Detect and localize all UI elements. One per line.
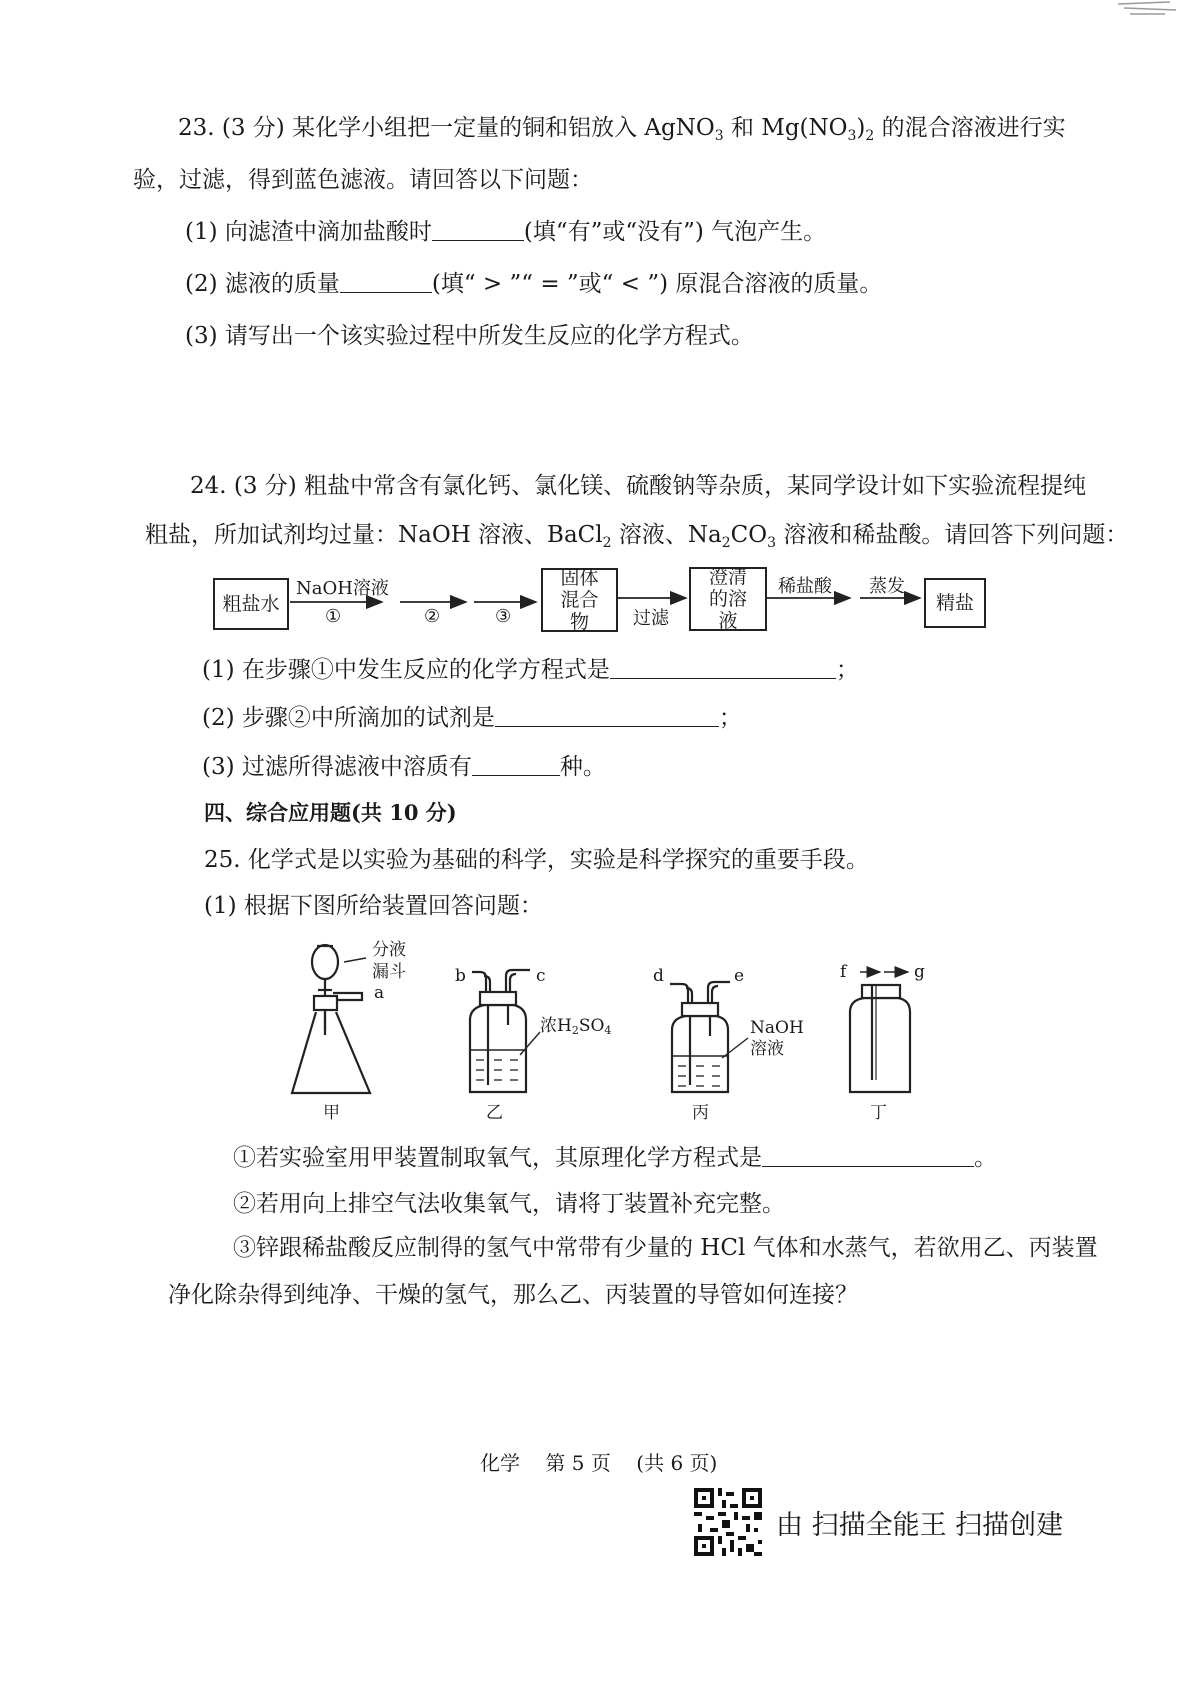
q24-part2: (2) 步骤②中所滴加的试剂是 ；: [202, 705, 742, 731]
q24-line2: 粗盐，所加试剂均过量：NaOH 溶液、BaCl$_2$ 溶液、$Na_2CO_3$ 溶液和稀盐酸。请回答下列问题：: [145, 522, 1129, 551]
flow-box-refined-salt: 精盐: [924, 578, 986, 628]
funnel-label-2: 漏斗: [372, 962, 406, 982]
scanner-watermark: 由 扫描全能王 扫描创建: [776, 1510, 1064, 1541]
label-ding: 丁: [870, 1103, 887, 1123]
label-f: f: [840, 962, 847, 982]
label-a: a: [374, 983, 385, 1003]
label-naoh-1: NaOH: [750, 1018, 804, 1038]
label-conc-h2so4: 浓$H_2SO_4$: [540, 1016, 612, 1037]
q25-sub2: ②若用向上排空气法收集氧气，请将丁装置补充完整。: [233, 1191, 785, 1217]
answer-blank[interactable]: [762, 1144, 974, 1167]
q25-part1: (1) 根据下图所给装置回答问题：: [204, 893, 543, 919]
label-bing: 丙: [692, 1103, 709, 1123]
flow-label-step3: ③: [495, 606, 512, 627]
q25-heading: 25. 化学式是以实验为基础的科学，实验是科学探究的重要手段。: [204, 847, 869, 873]
label-naoh-2: 溶液: [750, 1039, 784, 1059]
q23-part2: (2) 滤液的质量 (填“ > ”“ = ”或“ < ”) 原混合溶液的质量。: [185, 271, 883, 297]
apparatus-jia: [292, 945, 370, 1093]
flow-label-evaporate: 蒸发: [869, 576, 905, 597]
label-d: d: [653, 966, 664, 986]
q24-part1: (1) 在步骤①中发生反应的化学方程式是 ；: [202, 657, 859, 683]
section-heading: 四、综合应用题(共 10 分): [204, 800, 457, 825]
q23-part1: (1) 向滤渣中滴加盐酸时 (填“有”或“没有”) 气泡产生。: [185, 219, 827, 245]
qr-code: [694, 1488, 762, 1556]
flow-box-crude-brine: 粗盐水: [213, 578, 289, 630]
label-g: g: [914, 962, 925, 982]
funnel-label-1: 分液: [372, 940, 406, 960]
q25-sub3-line2: 净化除杂得到纯净、干燥的氢气，那么乙、丙装置的导管如何连接？: [168, 1282, 858, 1308]
label-e: e: [734, 966, 745, 986]
apparatus-ding: [850, 972, 910, 1092]
flow-box-clear-solution: 澄清的溶液: [689, 567, 767, 631]
label-jia: 甲: [323, 1103, 340, 1123]
page-footer: 化学 第 5 页 (共 6 页): [480, 1451, 718, 1475]
flow-label-filter: 过滤: [633, 608, 669, 629]
label-yi: 乙: [486, 1103, 503, 1123]
q24-part3: (3) 过滤所得滤液中溶质有 种。: [202, 754, 606, 780]
flow-label-step2: ②: [424, 606, 441, 627]
q24-heading: 24. (3 分) 粗盐中常含有氯化钙、氯化镁、硫酸钠等杂质，某同学设计如下实验流程提纯: [190, 473, 1087, 499]
apparatus-yi: [470, 970, 540, 1092]
apparatus-bing: [670, 982, 748, 1092]
q23-heading: 23. (3 分) 某化学小组把一定量的铜和铝放入 AgNO$_3$ 和 $Mg(NO_3)_2$ 的混合溶液进行实: [178, 115, 1066, 144]
q23-part3: (3) 请写出一个该实验过程中所发生反应的化学方程式。: [185, 323, 754, 349]
label-b: b: [455, 966, 466, 986]
q25-sub3: ③锌跟稀盐酸反应制得的氢气中常带有少量的 HCl 气体和水蒸气，若欲用乙、丙装置: [233, 1235, 1098, 1261]
flow-label-step1: ①: [325, 606, 342, 627]
flow-label-hcl: 稀盐酸: [778, 576, 832, 597]
q23-line2: 验，过滤，得到蓝色滤液。请回答以下问题：: [133, 167, 593, 193]
flow-box-solid-mixture: 固体混合物: [541, 568, 618, 632]
flow-label-naoh: NaOH溶液: [296, 578, 389, 599]
label-c: c: [536, 966, 546, 986]
q25-sub1: ①若实验室用甲装置制取氧气，其原理化学方程式是 。: [233, 1145, 997, 1171]
